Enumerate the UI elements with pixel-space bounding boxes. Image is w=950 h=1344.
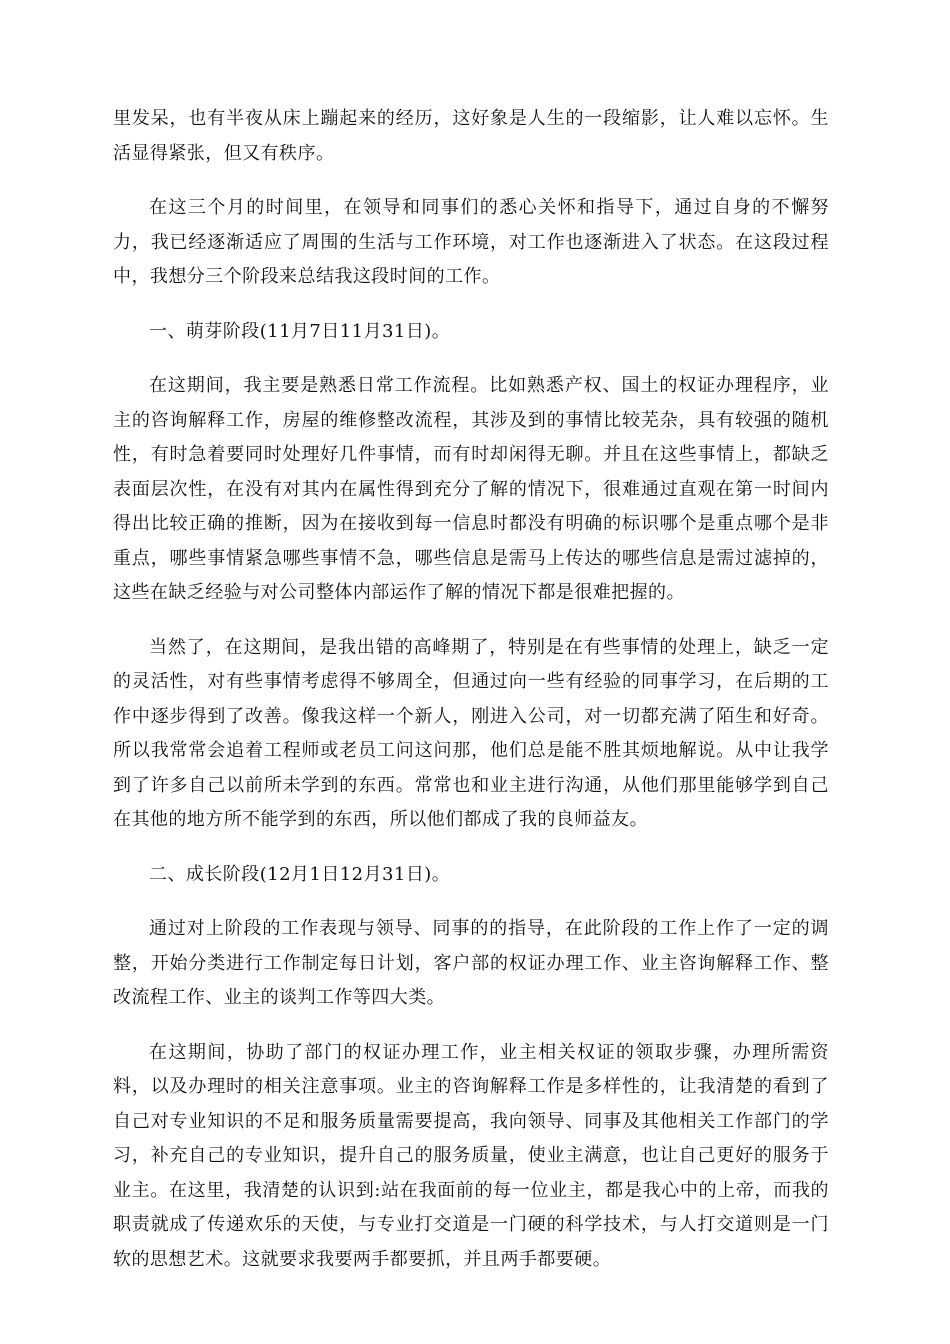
paragraph-growth-stage-adjustment: 通过对上阶段的工作表现与领导、同事的的指导，在此阶段的工作上作了一定的调整，开始分类进行工作制定每日计划，客户部的权证办理工作、业主咨询解释工作、整改流程工作、业主的谈判工作等四大类。 [113, 918, 829, 1008]
paragraph-intro: 在这三个月的时间里，在领导和同事们的悉心关怀和指导下，通过自身的不懈努力，我已经逐渐适应了周围的生活与工作环境，对工作也逐渐进入了状态。在这段过程中，我想分三个阶段来总结我这段时间的工作。 [113, 197, 829, 287]
paragraph-continuation: 里发呆，也有半夜从床上蹦起来的经历，这好象是人生的一段缩影，让人难以忘怀。生活显得紧张，但又有秩序。 [113, 108, 829, 164]
section-heading-growth-stage: 二、成长阶段(12月1日12月31日)。 [149, 863, 451, 885]
document-body [113, 102, 829, 1297]
paragraph-budding-stage-work: 在这期间，我主要是熟悉日常工作流程。比如熟悉产权、国土的权证办理程序，业主的咨询解释工作，房屋的维修整改流程，其涉及到的事情比较芜杂，具有较强的随机性，有时急着要同时处理好几件事情，而有时却闲得无聊。并且在这些事情上，都缺乏表面层次性，在没有对其内在属性得到充分了解的情况下，很难通过直观在第一时间内得出比较正确的推断，因为在接收到每一信息时都没有明确的标识哪个是重点哪个是非重点，哪些事情紧急哪些事情不急，哪些信息是需马上传达的哪些信息是需过滤掉的，这些在缺乏经验与对公司整体内部运作了解的情况下都是很难把握的。 [113, 375, 829, 603]
paragraph-growth-stage-work: 在这期间，协助了部门的权证办理工作，业主相关权证的领取步骤，办理所需资料，以及办理时的相关注意事项。业主的咨询解释工作是多样性的，让我清楚的看到了自己对专业知识的不足和服务质量需要提高，我向领导、同事及其他相关工作部门的学习，补充自己的专业知识，提升自己的服务质量，使业主满意，也让自己更好的服务于业主。在这里，我清楚的认识到:站在我面前的每一位业主，都是我心中的上帝，而我的职责就成了传递欢乐的天使，与专业打交道是一门硬的科学技术，与人打交道则是一门软的思想艺术。这就要求我要两手都要抓，并且两手都要硬。 [113, 1041, 829, 1270]
paragraph-budding-stage-mistakes: 当然了，在这期间，是我出错的高峰期了，特别是在有些事情的处理上，缺乏一定的灵活性，对有些事情考虑得不够周全，但通过向一些有经验的同事学习，在后期的工作中逐步得到了改善。像我这样一个新人，刚进入公司，对一切都充满了陌生和好奇。所以我常常会追着工程师或老员工问这问那，他们总是能不胜其烦地解说。从中让我学到了许多自己以前所未学到的东西。常常也和业主进行沟通，从他们那里能够学到自己在其他的地方所不能学到的东西，所以他们都成了我的良师益友。 [113, 636, 829, 830]
section-heading-budding-stage: 一、萌芽阶段(11月7日11月31日)。 [149, 320, 451, 342]
